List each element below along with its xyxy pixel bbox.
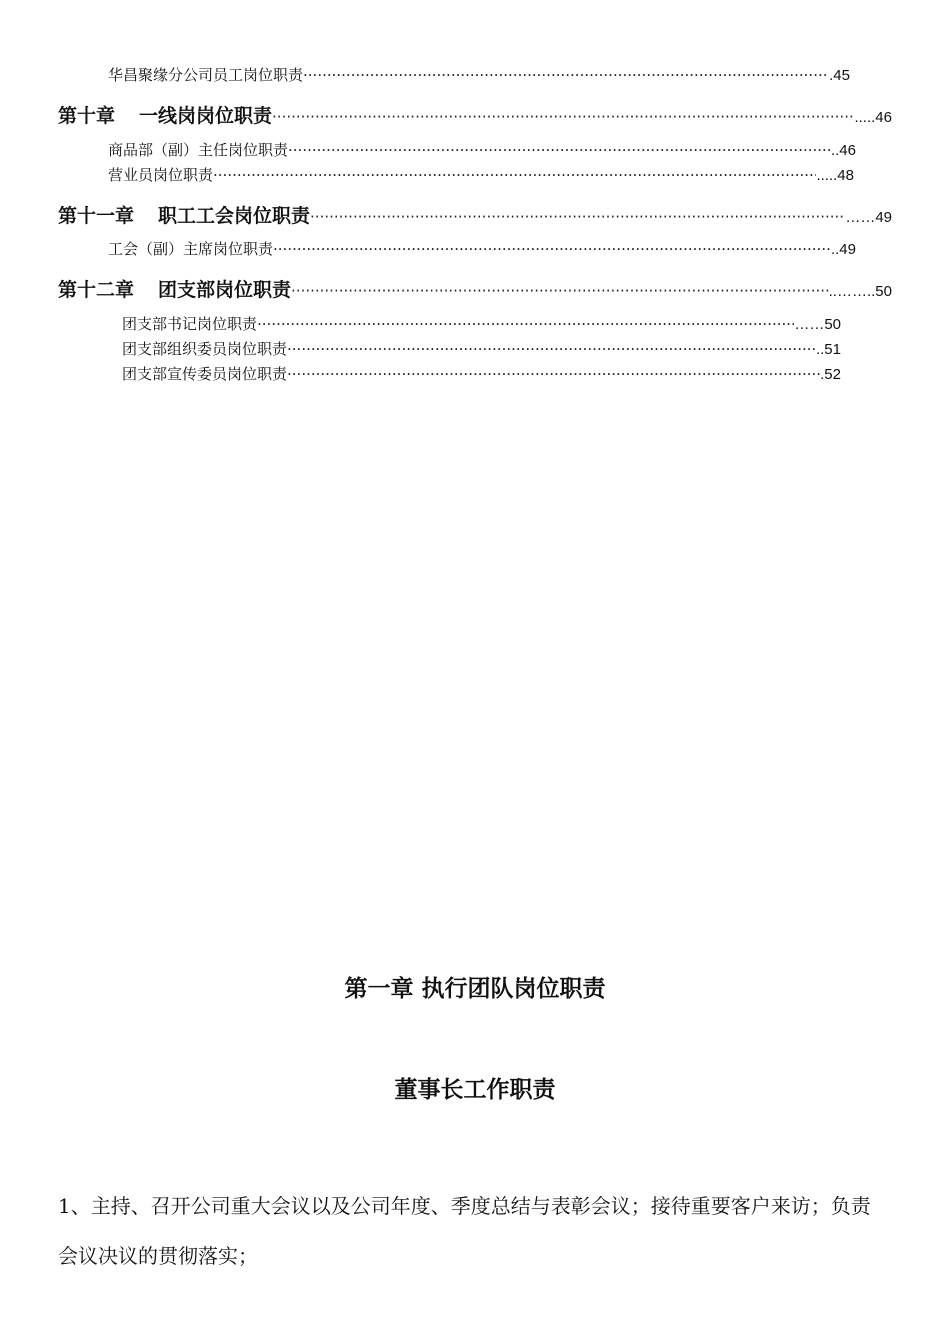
chapter-number: 第十二章 (58, 279, 135, 301)
toc-page-number: .....48 (816, 167, 854, 184)
body-paragraph: 1、主持、召开公司重大会议以及公司年度、季度总结与表彰会议；接待重要客户来访；负责会议决议的贯彻落实； (58, 1194, 871, 1268)
chapter-heading: 第一章 执行团队岗位职责 (344, 976, 606, 1002)
toc-entry-label: 工会（副）主席岗位职责 (108, 240, 274, 258)
toc-entry-label: 团支部宣传委员岗位职责 (122, 365, 288, 383)
chapter-title: 一线岗岗位职责 (139, 105, 273, 127)
toc-chapter-entry[interactable] (58, 101, 892, 128)
section-heading: 董事长工作职责 (394, 1077, 556, 1103)
toc-entry[interactable] (108, 238, 856, 259)
toc-entry[interactable] (108, 64, 850, 85)
toc-entry-label: 营业员岗位职责 (108, 166, 214, 184)
chapter-title: 团支部岗位职责 (158, 279, 292, 301)
toc-chapter-label (58, 201, 310, 228)
toc-page-number: ..51 (815, 341, 841, 358)
toc-leader-dots (310, 208, 845, 226)
toc-entry[interactable] (108, 139, 856, 160)
toc-leader-dots (288, 141, 831, 159)
toc-leader-dots (303, 66, 829, 84)
toc-page-number: ..……..50 (828, 283, 892, 300)
toc-page-number: .52 (820, 366, 841, 383)
toc-entry-label: 团支部组织委员岗位职责 (122, 340, 288, 358)
toc-leader-dots (213, 166, 816, 184)
toc-chapter-entry[interactable] (58, 201, 892, 228)
toc-entry[interactable] (108, 164, 854, 185)
toc-page-number: ..46 (830, 142, 856, 159)
toc-page-number: .....46 (854, 109, 892, 126)
toc-entry[interactable] (122, 363, 841, 384)
toc-page-number: .45 (829, 67, 850, 84)
toc-entry[interactable] (122, 338, 841, 359)
toc-leader-dots (273, 240, 831, 258)
toc-chapter-label (58, 101, 272, 128)
toc-chapter-label (58, 275, 291, 302)
chapter-number: 第十一章 (58, 205, 135, 227)
toc-leader-dots (257, 315, 794, 333)
toc-page-number: ……49 (845, 209, 892, 226)
toc-entry-label: 商品部（副）主任岗位职责 (108, 141, 289, 159)
toc-entry-label: 华昌聚缘分公司员工岗位职责 (108, 66, 304, 84)
toc-page-number: ..49 (830, 241, 856, 258)
toc-leader-dots (291, 282, 829, 300)
toc-leader-dots (287, 365, 820, 383)
toc-leader-dots (272, 108, 854, 126)
toc-chapter-entry[interactable] (58, 275, 892, 302)
toc-page-number: ……50 (794, 316, 841, 333)
chapter-title: 职工工会岗位职责 (158, 205, 311, 227)
chapter-number: 第十章 (58, 105, 116, 127)
toc-entry[interactable] (122, 313, 841, 334)
toc-entry-label: 团支部书记岗位职责 (122, 315, 258, 333)
toc-leader-dots (287, 340, 816, 358)
